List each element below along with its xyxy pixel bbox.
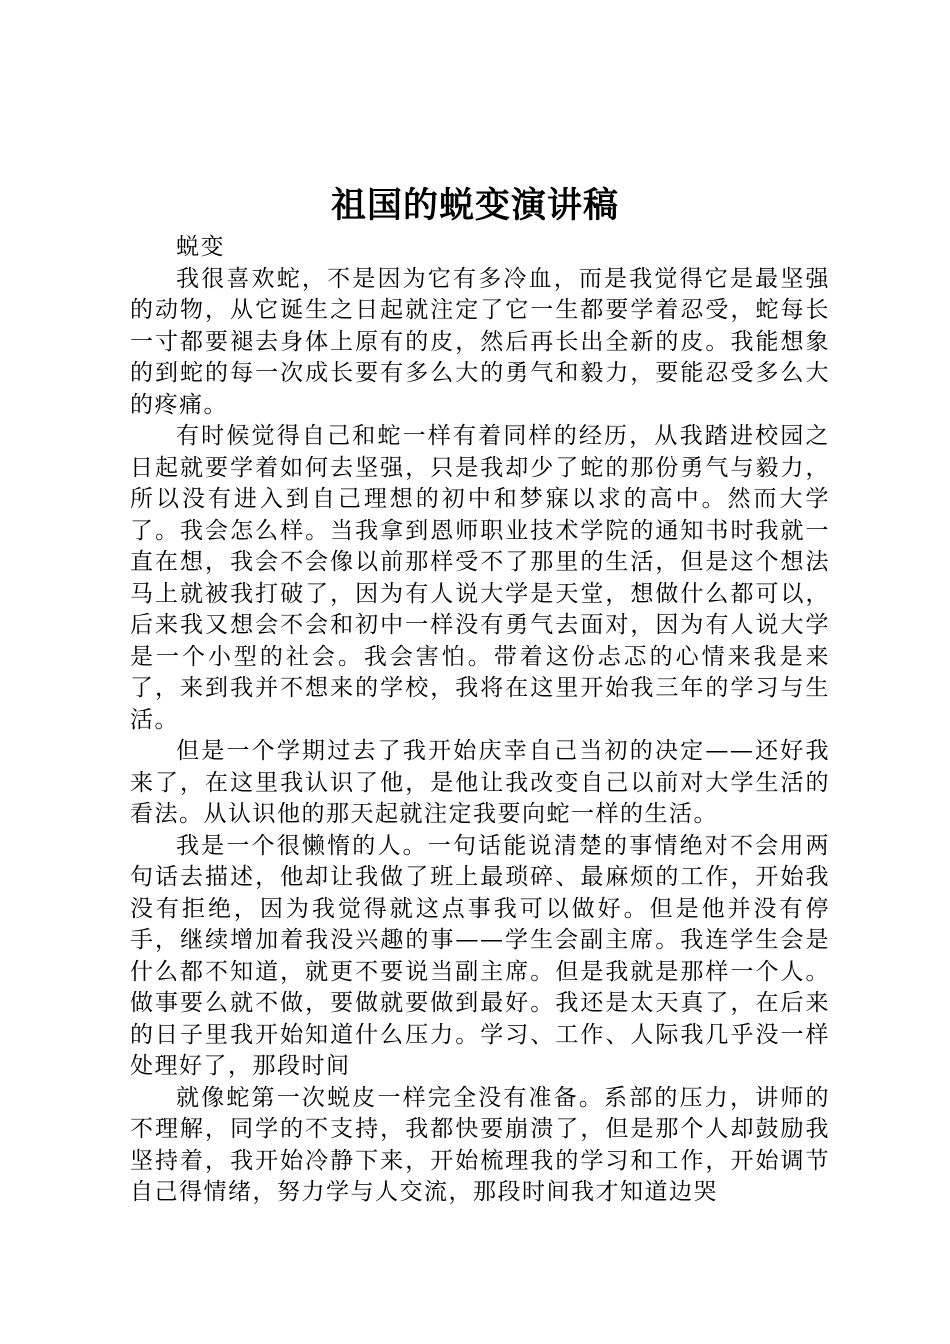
paragraph-heading: 蜕变 <box>176 234 225 260</box>
paragraph: 就像蛇第一次蜕皮一样完全没有准备。系部的压力，讲师的不理解，同学的不支持，我都快要崩溃了，但是那个人却鼓励我坚持着，我开始冷静下来，开始梳理我的学习和工作，开始调节自己得情绪，努力学与人交流，那段时间我才知道边哭 <box>130 1084 830 1205</box>
document-body <box>130 232 830 1209</box>
paragraph: 但是一个学期过去了我开始庆幸自己当初的决定——还好我来了，在这里我认识了他，是他让我改变自己以前对大学生活的看法。从认识他的那天起就注定我要向蛇一样的生活。 <box>130 738 830 827</box>
paragraph: 我很喜欢蛇，不是因为它有多冷血，而是我觉得它是最坚强的动物，从它诞生之日起就注定了它一生都要学着忍受，蛇每长一寸都要褪去身体上原有的皮，然后再长出全新的皮。我能想象的到蛇的每一次成长要有多么大的勇气和毅力，要能忍受多么大的疼痛。 <box>130 265 830 418</box>
paragraph: 有时候觉得自己和蛇一样有着同样的经历，从我踏进校园之日起就要学着如何去坚强，只是我却少了蛇的那份勇气与毅力，所以没有进入到自己理想的初中和梦寐以求的高中。然而大学了。我会怎么样。当我拿到恩师职业技术学院的通知书时我就一直在想，我会不会像以前那样受不了那里的生活，但是这个想法马上就被我打破了，因为有人说大学是天堂，想做什么都可以，后来我又想会不会和初中一样没有勇气去面对，因为有人说大学是一个小型的社会。我会害怕。带着这份忐忑的心情来我是来了，来到我并不想来的学校，我将在这里开始我三年的学习与生活。 <box>130 423 830 733</box>
paragraph: 我是一个很懒惰的人。一句话能说清楚的事情绝对不会用两句话去描述，他却让我做了班上最琐碎、最麻烦的工作，开始我没有拒绝，因为我觉得就这点事我可以做好。但是他并没有停手，继续增加着我没兴趣的事——学生会副主席。我连学生会是什么都不知道，就更不要说当副主席。但是我就是那样一个人。做事要么就不做，要做就要做到最好。我还是太天真了，在后来的日子里我开始知道什么压力。学习、工作、人际我几乎没一样处理好了，那段时间 <box>130 832 830 1079</box>
document-title: 祖国的蜕变演讲稿 <box>330 185 619 226</box>
